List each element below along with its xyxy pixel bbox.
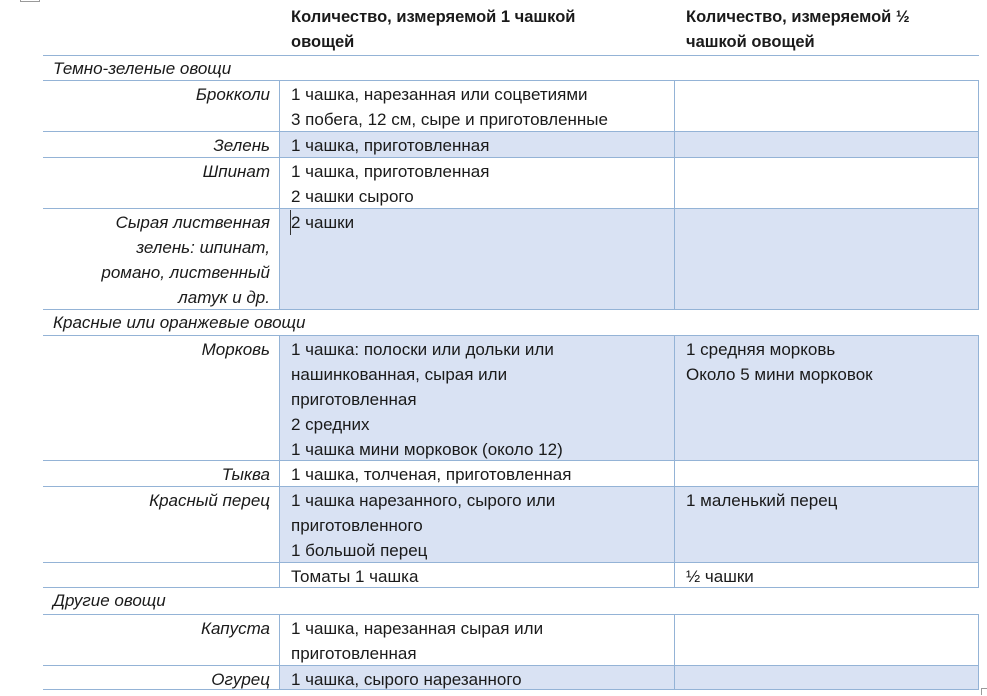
row-label: Зелень <box>43 132 270 157</box>
cell-line: приготовленная <box>291 390 417 409</box>
cell-1cup[interactable] <box>279 209 674 309</box>
cell-line: 1 чашка: полоски или дольки или <box>291 340 554 359</box>
table-row-carrot <box>43 335 979 460</box>
cell-line: 1 чашка, приготовленная <box>291 162 490 181</box>
cell-line: 3 побега, 12 см, сыре и приготовленные <box>291 110 608 129</box>
cell-line: 1 чашка, нарезанная или соцветиями <box>291 85 588 104</box>
table-row-leafy <box>43 208 979 309</box>
cell-line: 1 большой перец <box>291 541 428 560</box>
table-row-red-pepper <box>43 486 979 562</box>
row-label-line: Сырая лиственная <box>115 213 270 232</box>
cell-line: 1 чашка, сырого нарезанного <box>291 670 522 689</box>
cell-halfcup[interactable] <box>674 461 979 486</box>
table-row-greens <box>43 131 979 157</box>
cell-1cup[interactable] <box>279 666 674 689</box>
row-label-line: романо, лиственный <box>101 263 270 282</box>
row-label-line: зелень: шпинат, <box>136 238 270 257</box>
cell-line: приготовленная <box>291 644 417 663</box>
row-label-line: латук и др. <box>178 288 270 307</box>
table-resize-handle[interactable] <box>981 688 987 695</box>
row-label <box>43 209 270 309</box>
header-col1-line1: Количество, измеряемой 1 чашкой <box>291 8 576 26</box>
cell-line: 1 чашка, толченая, приготовленная <box>291 465 572 484</box>
table-row-pumpkin <box>43 460 979 486</box>
cell-line: Около 5 мини морковок <box>686 365 873 384</box>
row-label: Тыква <box>43 461 270 486</box>
cell-1cup[interactable] <box>279 336 674 460</box>
row-label: Морковь <box>43 336 270 460</box>
row-label: Шпинат <box>43 158 270 208</box>
cell-1cup[interactable] <box>279 132 674 157</box>
cell-halfcup[interactable] <box>674 132 979 157</box>
table-row-cabbage <box>43 614 979 665</box>
cell-halfcup[interactable] <box>674 615 979 665</box>
cell-halfcup[interactable] <box>674 209 979 309</box>
table-move-handle[interactable] <box>20 0 40 2</box>
cell-line: 1 чашка мини морковок (около 12) <box>291 440 563 459</box>
row-label <box>43 563 270 587</box>
cell-1cup[interactable] <box>279 81 674 131</box>
category-red-orange: Красные или оранжевые овощи <box>43 309 979 335</box>
header-col2 <box>686 5 976 55</box>
category-dark-green: Темно-зеленые овощи <box>43 55 979 80</box>
cell-line-with-caret: 2 чашки <box>290 210 674 235</box>
cell-line: 2 чашки сырого <box>291 187 414 206</box>
row-label: Огурец <box>43 666 270 689</box>
cell-line: Томаты 1 чашка <box>291 567 419 586</box>
cell-line: 1 чашка, нарезанная сырая или <box>291 619 544 638</box>
cell-halfcup[interactable] <box>674 81 979 131</box>
row-label: Брокколи <box>43 81 270 131</box>
header-col1 <box>291 5 671 55</box>
header-col1-line2: овощей <box>291 33 355 51</box>
cell-line: 1 маленький перец <box>686 491 838 510</box>
cell-line: 1 средняя морковь <box>686 340 836 359</box>
cell-1cup[interactable] <box>279 563 674 587</box>
table-row-cucumber <box>43 665 979 690</box>
cell-line: 2 средних <box>291 415 370 434</box>
row-label: Капуста <box>43 615 270 665</box>
cell-line: ½ чашки <box>686 567 754 586</box>
row-label: Красный перец <box>43 487 270 562</box>
header-col2-line2: чашкой овощей <box>686 33 815 51</box>
cell-halfcup[interactable] <box>674 666 979 689</box>
cell-line: 1 чашка, приготовленная <box>291 136 490 155</box>
category-other: Другие овощи <box>53 591 166 610</box>
header-col2-line1: Количество, измеряемой ½ <box>686 8 910 26</box>
cell-1cup[interactable] <box>279 461 674 486</box>
table-row-broccoli <box>43 80 979 131</box>
cell-1cup[interactable] <box>279 615 674 665</box>
table-row-spinach <box>43 157 979 208</box>
cell-halfcup[interactable] <box>674 158 979 208</box>
cell-1cup[interactable] <box>279 158 674 208</box>
cell-halfcup[interactable] <box>674 563 979 587</box>
cell-line: приготовленного <box>291 516 423 535</box>
cell-halfcup[interactable] <box>674 487 979 562</box>
cell-line: нашинкованная, сырая или <box>291 365 508 384</box>
table-row-tomatoes <box>43 562 979 588</box>
cell-halfcup[interactable] <box>674 336 979 460</box>
cell-line: 1 чашка нарезанного, сырого или <box>291 491 556 510</box>
cell-1cup[interactable] <box>279 487 674 562</box>
